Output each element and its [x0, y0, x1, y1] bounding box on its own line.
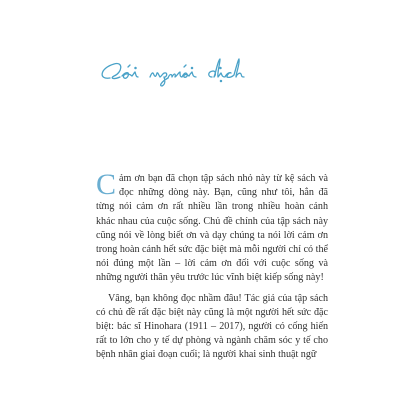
calligraphy-heading	[80, 40, 320, 100]
paragraph-2: Vâng, bạn không đọc nhầm đâu! Tác giả của tập sách có chủ đề rất đặc biệt này cũng là một người hết sức đặc biệt: bác sĩ Hinohara (1911 – 2017), người có cống hiến rất to lớn cho y tế dự phòng và ngành chăm sóc y tế cho bệnh nhân giai đoạn cuối; là người khai sinh thuật ngữ	[96, 292, 328, 361]
paragraph-1	[96, 168, 328, 286]
drop-cap: C	[96, 168, 117, 201]
body-text	[96, 168, 328, 363]
chapter-heading	[80, 40, 320, 100]
paragraph-1-text: ảm ơn bạn đã chọn tập sách nhỏ này từ kệ sách và đọc những dòng này. Bạn, cũng như tôi, hẳn đã từng nói cảm ơn rất nhiều lần trong nhiều hoàn cảnh khác nhau của cuộc sống. Chủ đề chính của tập sách này cũng nói về lòng biết ơn và dạy chúng ta nói lời cảm ơn trong hoàn cảnh hết sức đặc biệt mà mỗi người chỉ có thể nói đúng một lần – lời cảm ơn đối với cuộc sống và những người thân yêu trước lúc vĩnh biệt kiếp sống này!	[96, 173, 328, 284]
